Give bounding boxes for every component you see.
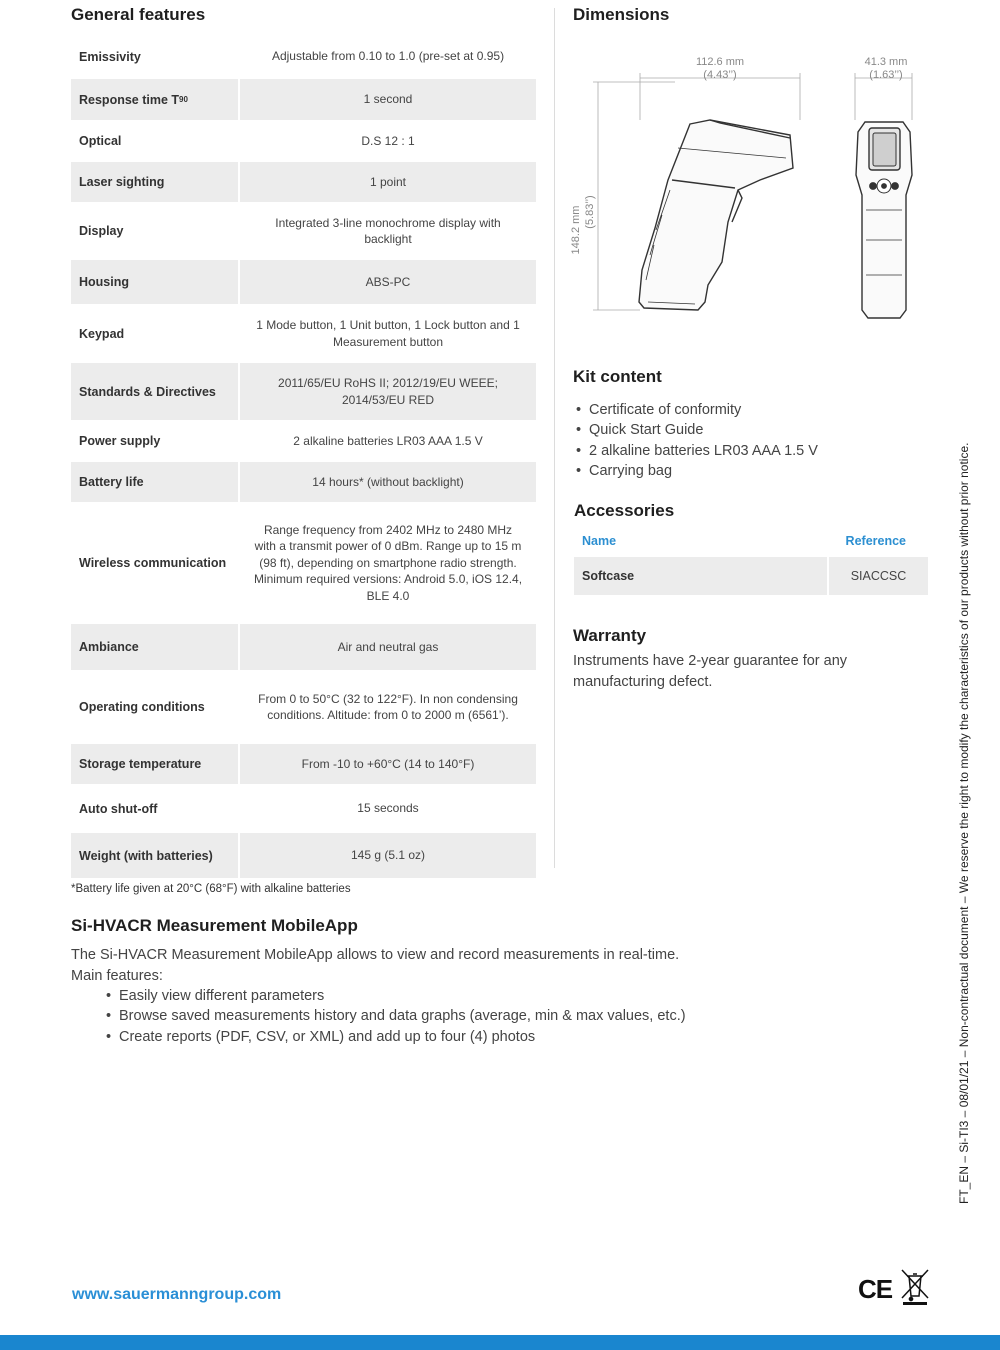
dimensions-drawing (560, 40, 960, 340)
spec-label: Emissivity (79, 49, 141, 64)
spec-value: 15 seconds (357, 801, 419, 816)
height-in-label: (5.83’’) (584, 195, 596, 229)
spec-row-storage (71, 744, 536, 784)
spec-label: Storage temperature (71, 744, 238, 784)
mobileapp-features-list (103, 986, 686, 1047)
bottom-accent-bar (0, 1335, 1000, 1350)
spec-row-housing (71, 260, 536, 304)
spec-row-power-supply (71, 422, 536, 460)
main-features-label: Main features: (71, 968, 163, 984)
column-divider (554, 8, 555, 868)
spec-row-display (71, 204, 536, 258)
list-item: • Quick Start Guide (573, 420, 818, 440)
spec-value: Range frequency from 2402 MHz to 2480 MHz with a transmit power of 0 dBm. Range up to 15 m (98 ft), depending on smartphone radio strength. Minimum required versions: Android 5.0, iOS 12.4, BLE 4.0 (253, 522, 523, 603)
general-features-heading: General features (71, 5, 206, 24)
column-header-reference: Reference (845, 534, 906, 548)
spec-label: Standards & Directives (71, 363, 238, 420)
ce-mark-icon: CE (858, 1274, 893, 1304)
spec-label: Housing (71, 260, 238, 304)
spec-label: Keypad (79, 326, 125, 341)
spec-label: Laser sighting (71, 162, 238, 202)
spec-row-battery-life (71, 462, 536, 502)
accessory-name: Softcase (574, 557, 827, 595)
spec-label: Ambiance (71, 624, 238, 670)
kit-content-heading: Kit content (573, 367, 662, 386)
spec-value: 1 Mode button, 1 Unit button, 1 Lock button and 1 Measurement button (256, 318, 520, 349)
spec-value: From -10 to +60°C (14 to 140°F) (240, 744, 536, 784)
accessory-reference: SIACCSC (829, 557, 928, 595)
spec-label: Auto shut-off (79, 801, 158, 816)
legal-side-note: FT_EN – Si-TI3 – 08/01/21 – Non-contractual document – We reserve the right to modify the characteristics of our products without prior notice. (957, 442, 971, 1204)
spec-value: Air and neutral gas (240, 624, 536, 670)
spec-label: Response time T 90 (71, 79, 238, 120)
length-in-label: (4.43’’) (703, 69, 737, 81)
length-mm-label: 112.6 mm (695, 56, 745, 68)
spec-value: Integrated 3-line monochrome display with backlight (275, 215, 501, 246)
spec-value: 1 point (240, 162, 536, 202)
accessories-heading: Accessories (574, 501, 675, 520)
spec-value: 2 alkaline batteries LR03 AAA 1.5 V (293, 433, 483, 448)
spec-value: 2011/65/EU RoHS II; 2012/19/EU WEEE; 2014/53/EU RED (240, 363, 536, 420)
dimensions-heading: Dimensions (573, 5, 670, 24)
spec-label: Operating conditions (79, 700, 205, 714)
spec-value: D.S 12 : 1 (361, 133, 415, 148)
spec-value: From 0 to 50°C (32 to 122°F). In non condensing conditions. Altitude: from 0 to 2000 m (6561’). (258, 691, 518, 722)
spec-row-emissivity (71, 36, 536, 77)
list-item: • Easily view different parameters (103, 986, 686, 1006)
spec-value: 145 g (5.1 oz) (240, 833, 536, 878)
spec-row-laser (71, 162, 536, 202)
mobileapp-intro: The Si-HVACR Measurement MobileApp allows to view and record measurements in real-time. (71, 947, 680, 963)
spec-value: 1 second (240, 79, 536, 120)
warranty-heading: Warranty (573, 626, 647, 645)
spec-value: Adjustable from 0.10 to 1.0 (pre-set at 0.95) (271, 49, 505, 64)
spec-label: Battery life (71, 462, 238, 502)
spec-label: Weight (with batteries) (71, 833, 238, 878)
spec-label: Display (79, 224, 124, 238)
spec-row-keypad (71, 306, 536, 361)
kit-content-list (573, 400, 818, 481)
spec-label: Power supply (79, 434, 161, 448)
spec-value: ABS-PC (240, 260, 536, 304)
list-item: • 2 alkaline batteries LR03 AAA 1.5 V (573, 441, 818, 461)
battery-footnote: *Battery life given at 20°C (68°F) with alkaline batteries (71, 883, 351, 895)
spec-label: Wireless communication (79, 556, 227, 570)
height-mm-label: 148.2 mm (570, 205, 582, 255)
spec-row-standards (71, 363, 536, 420)
spec-value: 14 hours* (without backlight) (240, 462, 536, 502)
list-item: • Create reports (PDF, CSV, or XML) and add up to four (4) photos (103, 1027, 686, 1047)
spec-row-ambiance (71, 624, 536, 670)
column-header-name: Name (582, 534, 617, 548)
warranty-text: Instruments have 2-year guarantee for any manufacturing defect. (573, 653, 848, 690)
table-row (574, 557, 928, 595)
list-item: • Carrying bag (573, 461, 818, 481)
spec-label: Optical (79, 134, 122, 148)
spec-row-auto-shutoff (71, 786, 536, 831)
width-in-label: (1.63’’) (869, 69, 903, 81)
thermometer-side-view (639, 120, 793, 310)
specs-table (71, 36, 536, 880)
certification-marks (858, 1268, 930, 1308)
spec-row-operating (71, 672, 536, 742)
spec-row-weight (71, 833, 536, 878)
width-mm-label: 41.3 mm (864, 56, 908, 68)
list-item: • Certificate of conformity (573, 400, 818, 420)
spec-row-response-time (71, 79, 536, 120)
weee-bin-icon (900, 1268, 930, 1306)
spec-row-wireless (71, 504, 536, 622)
accessories-header-row (574, 530, 928, 552)
thermometer-front-view (856, 122, 912, 318)
website-link[interactable]: www.sauermanngroup.com (72, 1286, 282, 1303)
mobileapp-heading: Si-HVACR Measurement MobileApp (71, 916, 358, 935)
spec-row-optical (71, 122, 536, 160)
accessories-table (574, 530, 928, 595)
list-item: • Browse saved measurements history and data graphs (average, min & max values, etc.) (103, 1006, 686, 1026)
